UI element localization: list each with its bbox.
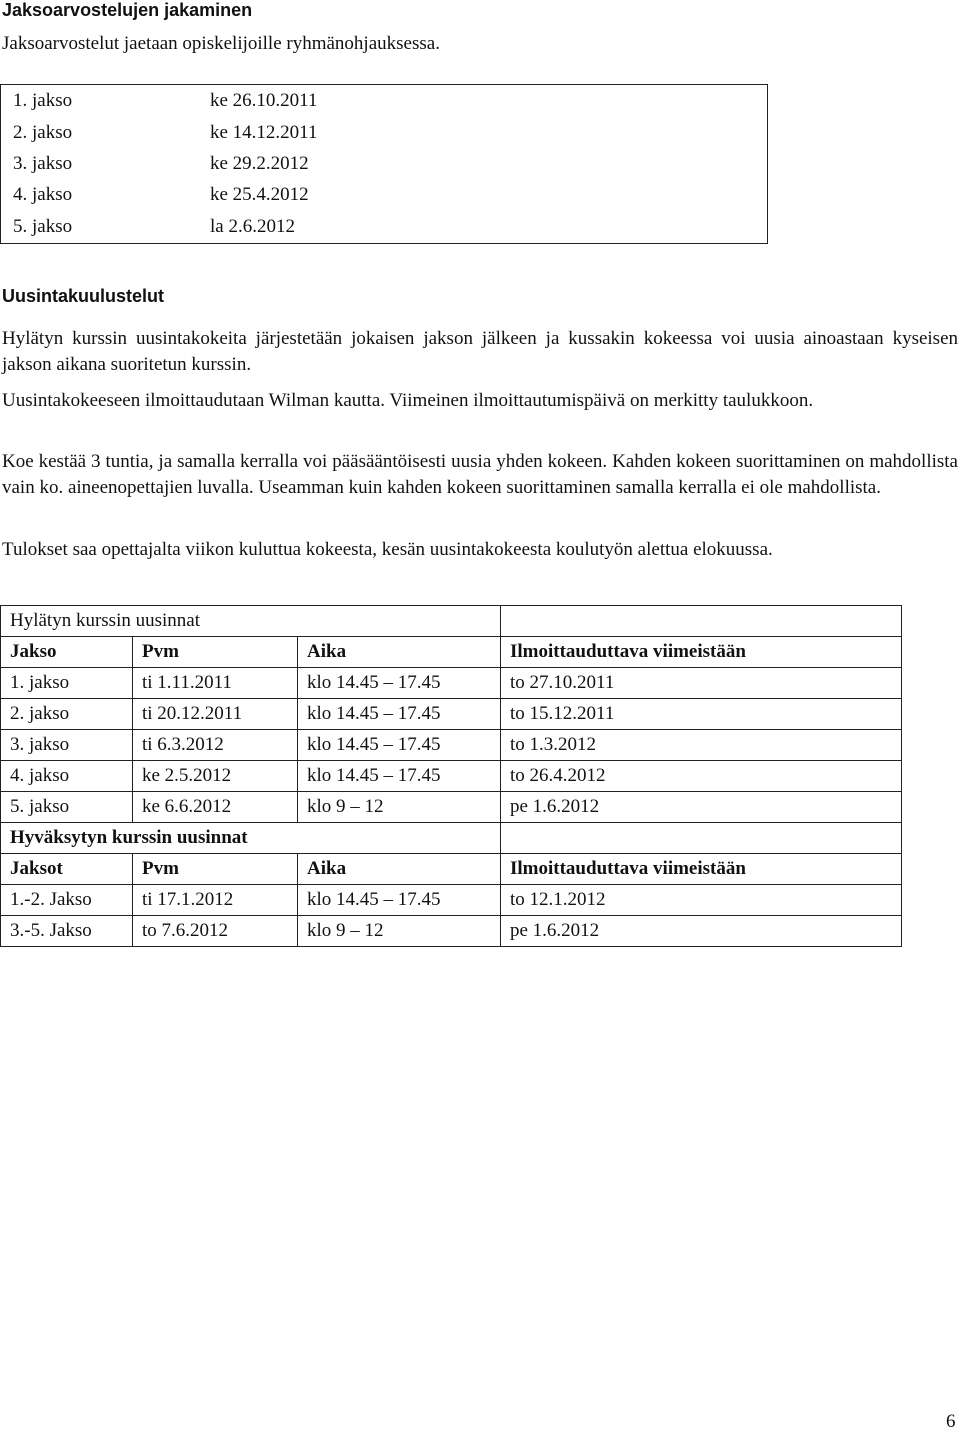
table-cell: ti 6.3.2012 [133, 730, 298, 761]
table-row [1, 792, 902, 823]
table-cell: 1.-2. Jakso [1, 885, 133, 916]
table-cell: klo 9 – 12 [298, 916, 501, 947]
table-cell: 1. jakso [1, 668, 133, 699]
table-row [1, 916, 902, 947]
paragraph-duration: Koe kestää 3 tuntia, ja samalla kerralla voi pääsääntöisesti uusia yhden kokeen. Kahden kokeen suorittaminen on mahdollista vain ko. aineenopettajien luvalla. Useamman kuin kahden kokeen suorittaminen samalla kerralla ei ole mahdollista. [2, 451, 958, 498]
header-cell: Ilmoittauduttava viimeistään [501, 637, 902, 668]
table-cell: ke 6.6.2012 [133, 792, 298, 823]
table-title-row [1, 823, 902, 854]
table-cell: klo 14.45 – 17.45 [298, 668, 501, 699]
empty-cell [501, 606, 902, 637]
table-row [1, 761, 902, 792]
table-cell: ti 20.12.2011 [133, 699, 298, 730]
paragraph-retakes: Hylätyn kurssin uusintakokeita järjestetään jokaisen jakson jälkeen ja kussakin kokeessa voi uusia ainoastaan kyseisen jakson aikana suoritetun kurssin. [2, 328, 958, 375]
header-cell: Pvm [133, 637, 298, 668]
table-cell: ti 1.11.2011 [133, 668, 298, 699]
table-cell: to 15.12.2011 [501, 699, 902, 730]
page-number: 6 [946, 1411, 956, 1432]
header-cell: Aika [298, 854, 501, 885]
table-cell: ke 2.5.2012 [133, 761, 298, 792]
section-heading-retakes: Uusintakuulustelut [2, 286, 165, 306]
table-cell: ti 17.1.2012 [133, 885, 298, 916]
table-cell: klo 14.45 – 17.45 [298, 699, 501, 730]
header-cell: Jakso [1, 637, 133, 668]
schedule-period: 2. jakso [13, 122, 73, 143]
table-cell: 5. jakso [1, 792, 133, 823]
table-row [1, 668, 902, 699]
failed-title: Hylätyn kurssin uusinnat [1, 606, 501, 637]
table-row [1, 699, 902, 730]
table-row [1, 885, 902, 916]
table-header-row [1, 637, 902, 668]
table-cell: 2. jakso [1, 699, 133, 730]
table-cell: to 7.6.2012 [133, 916, 298, 947]
empty-cell [501, 823, 902, 854]
schedule-date: ke 26.10.2011 [210, 90, 318, 111]
table-cell: to 26.4.2012 [501, 761, 902, 792]
schedule-period: 3. jakso [13, 153, 73, 174]
table-cell: klo 14.45 – 17.45 [298, 885, 501, 916]
schedule-date: la 2.6.2012 [210, 216, 295, 237]
paragraph-registration: Uusintakokeeseen ilmoittaudutaan Wilman kautta. Viimeinen ilmoittautumispäivä on merkitty taulukkoon. [2, 390, 814, 411]
passed-title: Hyväksytyn kurssin uusinnat [1, 823, 501, 854]
table-cell: klo 14.45 – 17.45 [298, 761, 501, 792]
table-cell: klo 14.45 – 17.45 [298, 730, 501, 761]
table-cell: 4. jakso [1, 761, 133, 792]
schedule-period: 1. jakso [13, 90, 73, 111]
table-cell: pe 1.6.2012 [501, 916, 902, 947]
schedule-date: ke 14.12.2011 [210, 122, 318, 143]
table-header-row [1, 854, 902, 885]
schedule-date: ke 25.4.2012 [210, 184, 309, 205]
schedule-period: 5. jakso [13, 216, 73, 237]
schedule-period: 4. jakso [13, 184, 73, 205]
schedule-date: ke 29.2.2012 [210, 153, 309, 174]
header-cell: Aika [298, 637, 501, 668]
table-cell: to 12.1.2012 [501, 885, 902, 916]
table-cell: 3.-5. Jakso [1, 916, 133, 947]
schedule-box [0, 84, 768, 244]
table-cell: to 27.10.2011 [501, 668, 902, 699]
table-row [1, 730, 902, 761]
header-cell: Jaksot [1, 854, 133, 885]
table-cell: pe 1.6.2012 [501, 792, 902, 823]
table-cell: to 1.3.2012 [501, 730, 902, 761]
table-cell: 3. jakso [1, 730, 133, 761]
intro-text: Jaksoarvostelut jaetaan opiskelijoille ryhmänohjauksessa. [2, 33, 440, 54]
header-cell: Pvm [133, 854, 298, 885]
table-cell: klo 9 – 12 [298, 792, 501, 823]
header-cell: Ilmoittauduttava viimeistään [501, 854, 902, 885]
retake-table [0, 605, 902, 947]
table-title-row [1, 606, 902, 637]
section-heading-grades: Jaksoarvostelujen jakaminen [2, 0, 253, 20]
paragraph-results: Tulokset saa opettajalta viikon kuluttua kokeesta, kesän uusintakokeesta koulutyön alettua elokuussa. [2, 539, 773, 560]
